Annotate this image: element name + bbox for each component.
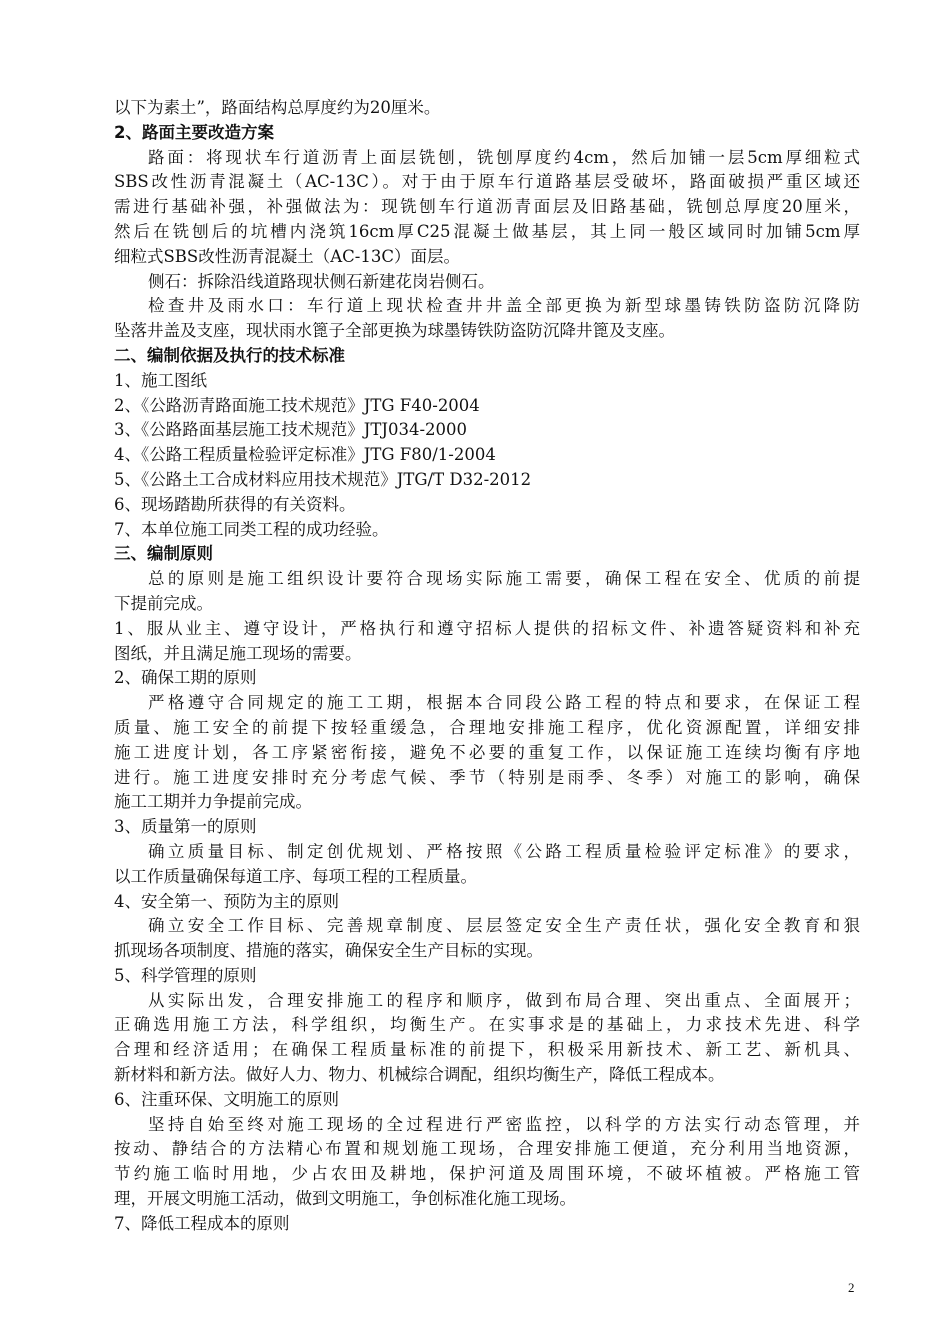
body-line: 总的原则是施工组织设计要符合现场实际施工需要，确保工程在安全、优质的前提 bbox=[148, 569, 860, 589]
body-line: 1、服从业主、遵守设计，严格执行和遵守招标人提供的招标文件、补遗答疑资料和补充 bbox=[114, 618, 860, 638]
body-line: 理，开展文明施工活动，做到文明施工，争创标准化施工现场。 bbox=[114, 1189, 576, 1209]
body-line: 合理和经济适用；在确保工程质量标准的前提下，积极采用新技术、新工艺、新机具、 bbox=[114, 1040, 860, 1060]
body-line: 确立安全工作目标、完善规章制度、层层签定安全生产责任状，强化安全教育和狠 bbox=[148, 916, 860, 936]
list-item: 4、《公路工程质量检验评定标准》JTG F80/1-2004 bbox=[114, 445, 496, 465]
list-item: 2、《公路沥青路面施工技术规范》JTG F40-2004 bbox=[114, 395, 480, 415]
section-heading: 2、路面主要改造方案 bbox=[114, 122, 274, 142]
subsection-heading: 4、安全第一、预防为主的原则 bbox=[114, 891, 339, 911]
body-line: 正确选用施工方法，科学组织，均衡生产。在实事求是的基础上，力求技术先进、科学 bbox=[114, 1015, 860, 1035]
body-line: 新材料和新方法。做好人力、物力、机械综合调配，组织均衡生产，降低工程成本。 bbox=[114, 1065, 725, 1085]
list-item: 5、《公路土工合成材料应用技术规范》JTG/T D32-2012 bbox=[114, 469, 532, 489]
body-line: 施工进度计划，各工序紧密衔接，避免不必要的重复工作，以保证施工连续均衡有序地 bbox=[114, 742, 860, 762]
body-line: SBS改性沥青混凝土（AC-13C）。对于由于原车行道路基层受破坏，路面破损严重区域还 bbox=[114, 172, 860, 192]
body-line: 检查井及雨水口：车行道上现状检查井井盖全部更换为新型球墨铸铁防盗防沉降防 bbox=[148, 296, 860, 316]
body-line: 然后在铣刨后的坑槽内浇筑16cm厚C25混凝土做基层，其上同一般区域同时加铺5cm厚 bbox=[114, 221, 860, 241]
body-line: 按动、静结合的方法精心布置和规划施工现场，合理安排施工便道，充分利用当地资源， bbox=[114, 1139, 860, 1159]
list-item: 6、现场踏勘所获得的有关资料。 bbox=[114, 494, 356, 514]
section-heading: 三、编制原则 bbox=[114, 544, 213, 564]
body-line: 从实际出发，合理安排施工的程序和顺序，做到布局合理、突出重点、全面展开； bbox=[148, 990, 860, 1010]
body-line: 坚持自始至终对施工现场的全过程进行严密监控，以科学的方法实行动态管理，并 bbox=[148, 1114, 860, 1134]
body-line: 严格遵守合同规定的施工工期，根据本合同段公路工程的特点和要求，在保证工程 bbox=[148, 693, 860, 713]
subsection-heading: 7、降低工程成本的原则 bbox=[114, 1213, 290, 1233]
list-item: 1、施工图纸 bbox=[114, 370, 207, 390]
body-line: 节约施工临时用地，少占农田及耕地，保护河道及周围环境，不破坏植被。严格施工管 bbox=[114, 1164, 860, 1184]
body-line: 下提前完成。 bbox=[114, 593, 213, 613]
body-line: 侧石：拆除沿线道路现状侧石新建花岗岩侧石。 bbox=[148, 271, 495, 291]
body-line: 图纸，并且满足施工现场的需要。 bbox=[114, 643, 362, 663]
body-line: 以下为素土”，路面结构总厚度约为20厘米。 bbox=[114, 98, 441, 117]
body-line: 细粒式SBS改性沥青混凝土（AC-13C）面层。 bbox=[114, 246, 460, 266]
page-body bbox=[114, 96, 860, 1237]
body-line: 坠落井盖及支座，现状雨水篦子全部更换为球墨铸铁防盗防沉降井篦及支座。 bbox=[114, 321, 675, 341]
list-item: 3、《公路路面基层施工技术规范》JTJ034-2000 bbox=[114, 420, 468, 440]
body-line: 抓现场各项制度、措施的落实，确保安全生产目标的实现。 bbox=[114, 941, 543, 961]
body-line: 需进行基础补强，补强做法为：现铣刨车行道沥青面层及旧路基础，铣刨总厚度20厘米， bbox=[114, 197, 860, 217]
subsection-heading: 5、科学管理的原则 bbox=[114, 965, 257, 985]
subsection-heading: 6、注重环保、文明施工的原则 bbox=[114, 1089, 339, 1109]
body-line: 施工工期并力争提前完成。 bbox=[114, 792, 312, 812]
subsection-heading: 2、确保工期的原则 bbox=[114, 668, 257, 688]
body-line: 质量、施工安全的前提下按轻重缓急，合理地安排施工程序，优化资源配置，详细安排 bbox=[114, 717, 860, 737]
subsection-heading: 3、质量第一的原则 bbox=[114, 817, 257, 837]
body-line: 确立质量目标、制定创优规划、严格按照《公路工程质量检验评定标准》的要求， bbox=[148, 841, 860, 861]
page-number: 2 bbox=[848, 1280, 855, 1295]
body-line: 路面：将现状车行道沥青上面层铣刨，铣刨厚度约4cm，然后加铺一层5cm厚细粒式 bbox=[148, 147, 860, 167]
list-item: 7、本单位施工同类工程的成功经验。 bbox=[114, 519, 389, 539]
section-heading: 二、编制依据及执行的技术标准 bbox=[114, 345, 345, 365]
body-line: 以工作质量确保每道工序、每项工程的工程质量。 bbox=[114, 866, 477, 886]
body-line: 进行。施工进度安排时充分考虑气候、季节（特别是雨季、冬季）对施工的影响，确保 bbox=[114, 767, 860, 787]
